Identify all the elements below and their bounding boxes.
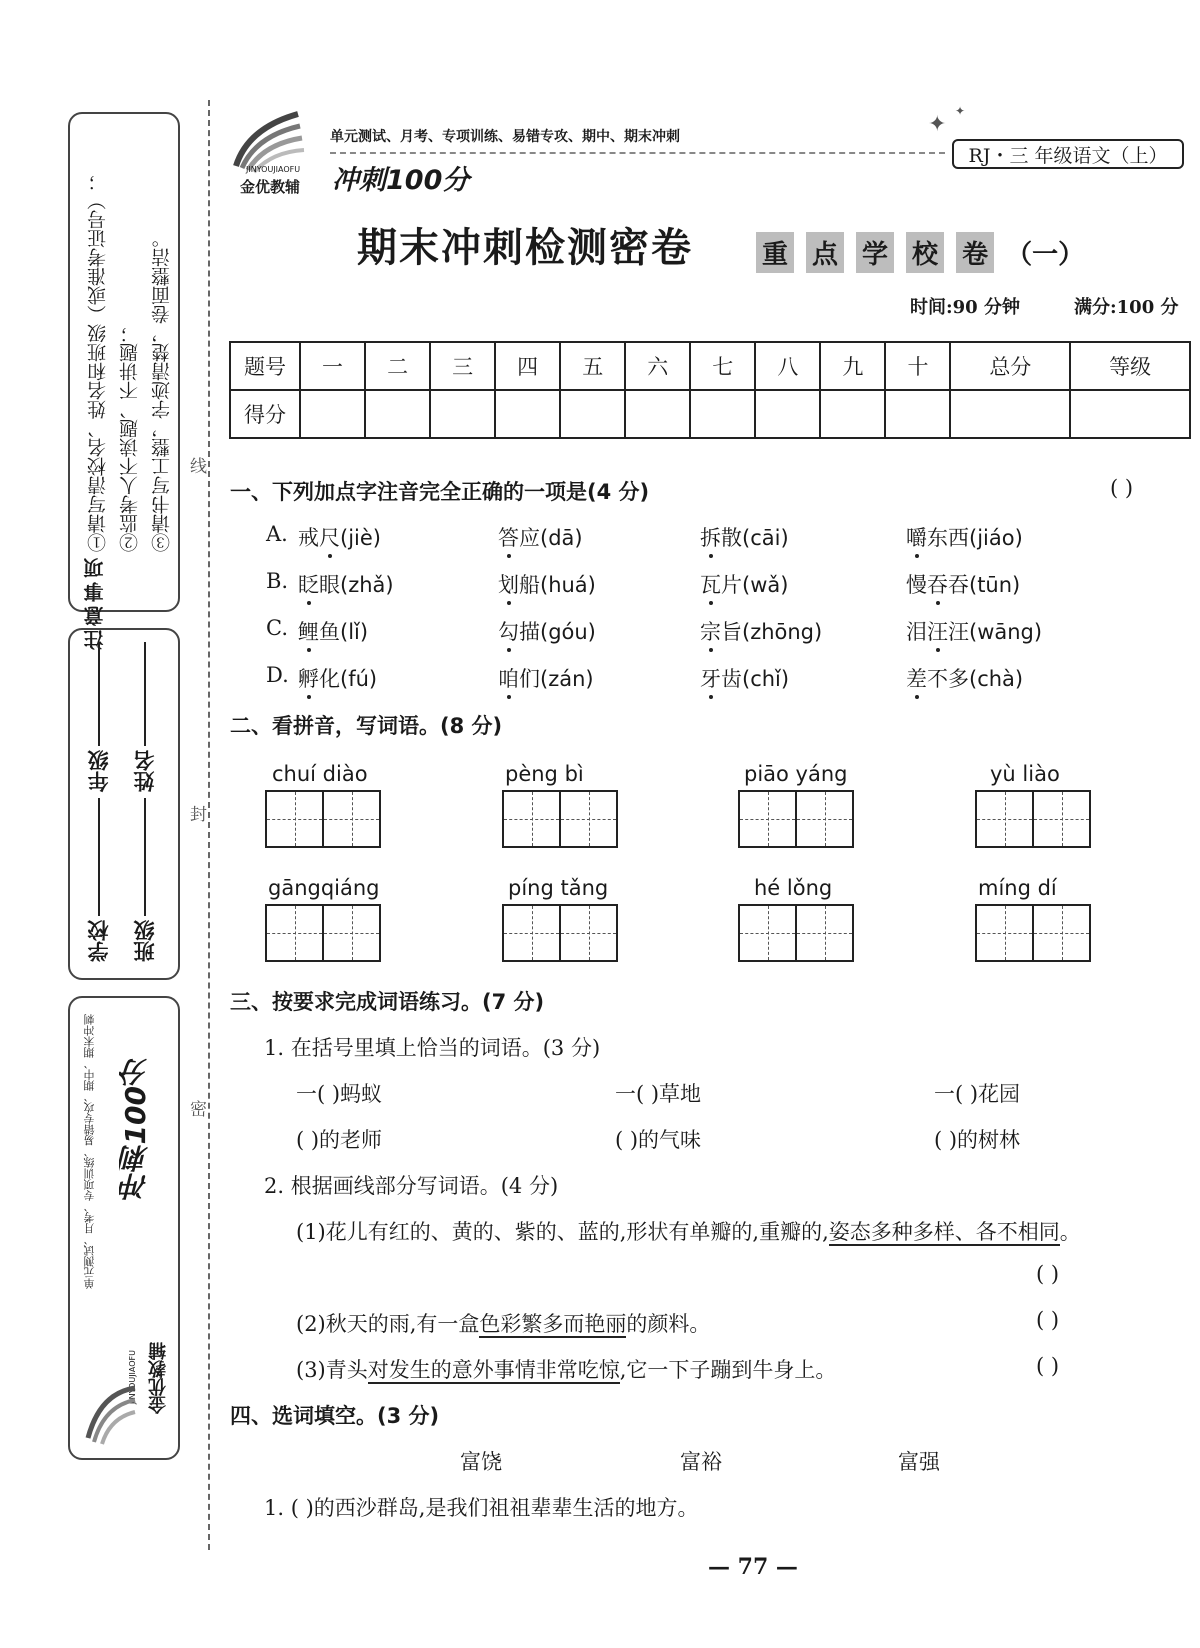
- grade-badge: RJ・三 年级语文（上）: [952, 139, 1184, 169]
- table-header: 一: [300, 342, 365, 390]
- score-cell[interactable]: [430, 390, 495, 438]
- sentence-text: (2)秋天的雨,有一盒: [296, 1312, 480, 1336]
- title-suffix: （一）: [1006, 240, 1085, 270]
- exam-title: 期末冲刺检测密卷: [357, 224, 693, 271]
- score-cell[interactable]: [950, 390, 1070, 438]
- fill-item[interactable]: 一( )草地: [615, 1082, 702, 1106]
- table-row: [230, 342, 1190, 390]
- sentence-text: 。: [1059, 1220, 1081, 1244]
- word-choice: 富裕: [680, 1450, 722, 1474]
- score-cell[interactable]: [560, 390, 625, 438]
- q2-title: 二、看拼音，写词语。(8 分): [230, 714, 503, 738]
- logo-pinyin: JINYOUJIAOFU: [246, 165, 301, 174]
- writing-grid[interactable]: [502, 904, 618, 962]
- table-header: 九: [820, 342, 885, 390]
- table-header: 总分: [950, 342, 1070, 390]
- writing-grid[interactable]: [738, 904, 854, 962]
- writing-grid[interactable]: [265, 904, 381, 962]
- side-brand-pinyin: JINYOUJIAOFU: [128, 1350, 137, 1405]
- option-word: 宗旨(zhōng): [700, 620, 823, 644]
- pinyin-label: yù liào: [990, 762, 1060, 786]
- option-word: 慢吞吞(tūn): [906, 573, 1021, 597]
- fill-item[interactable]: ( )的气味: [615, 1128, 702, 1152]
- header-dashed-line: [330, 152, 945, 154]
- q3-title: 三、按要求完成词语练习。(7 分): [230, 990, 545, 1014]
- notice-line-3: ③请书写工整，字迹清楚，卷面整洁。: [151, 229, 173, 552]
- side-book-logo-icon: [80, 1378, 140, 1450]
- school-tag: [756, 232, 1084, 273]
- option-word: 差不多(chà): [906, 667, 1024, 691]
- tag-char: 校: [906, 232, 944, 273]
- score-cell[interactable]: [1070, 390, 1190, 438]
- sentence-text: (3)青头: [296, 1358, 368, 1382]
- class-line[interactable]: [144, 798, 146, 916]
- pinyin-label: chuí diào: [272, 762, 368, 786]
- sparkle-small-icon: ✦: [955, 104, 966, 118]
- class-label: 班级: [132, 920, 157, 962]
- table-header: 三: [430, 342, 495, 390]
- option-letter[interactable]: C.: [266, 616, 288, 640]
- option-word: 咱们(zán): [498, 667, 594, 691]
- pinyin-label: piāo yáng: [744, 762, 848, 786]
- score-cell[interactable]: [690, 390, 755, 438]
- option-word: 勾描(góu): [498, 620, 596, 644]
- logo-name: 金优教辅: [240, 178, 301, 196]
- answer-bracket[interactable]: ( ): [1036, 1354, 1060, 1378]
- table-header: 八: [755, 342, 820, 390]
- option-letter[interactable]: B.: [266, 569, 289, 593]
- side-brand-name: 金优教辅: [148, 1342, 169, 1414]
- writing-grid[interactable]: [265, 790, 381, 848]
- tag-char: 学: [856, 232, 894, 273]
- table-header: 六: [625, 342, 690, 390]
- school-line[interactable]: [98, 798, 100, 916]
- side-brand-box: [68, 996, 180, 1460]
- option-word: 鲤鱼(lǐ): [298, 620, 369, 644]
- writing-grid[interactable]: [738, 790, 854, 848]
- underlined-phrase: 色彩繁多而艳丽: [479, 1312, 627, 1336]
- word-choice: 富饶: [460, 1450, 502, 1474]
- pinyin-label: míng dí: [978, 876, 1057, 900]
- table-header: 五: [560, 342, 625, 390]
- name-label: 姓名: [132, 750, 157, 792]
- score-table: [229, 341, 1191, 439]
- fill-item[interactable]: 一( )花园: [934, 1082, 1021, 1106]
- tag-char: 卷: [956, 232, 994, 273]
- score-cell[interactable]: [820, 390, 885, 438]
- table-header: 十: [885, 342, 950, 390]
- header-subtitle: 单元测试、月考、专项训练、易错专攻、期中、期末冲刺: [330, 129, 680, 145]
- score-cell[interactable]: [365, 390, 430, 438]
- sentence-text: (1)花儿有红的、黄的、紫的、蓝的,形状有单瓣的,重瓣的,: [296, 1220, 829, 1244]
- table-header: 题号: [230, 342, 300, 390]
- grade-line[interactable]: [98, 642, 100, 746]
- q4-sentence-1[interactable]: 1. ( )的西沙群岛,是我们祖祖辈辈生活的地方。: [264, 1496, 699, 1520]
- option-word: 孵化(fú): [298, 667, 378, 691]
- underlined-phrase: 对发生的意外事情非常吃惊: [367, 1358, 620, 1382]
- score-cell[interactable]: [885, 390, 950, 438]
- header-brand: 冲刺100分: [332, 165, 470, 196]
- notice-line-2: ②监考人不读题、不讲题；: [119, 324, 141, 552]
- answer-bracket[interactable]: ( ): [1036, 1308, 1060, 1332]
- option-word: 牙齿(chǐ): [700, 667, 790, 691]
- option-word: 泪汪汪(wāng): [906, 620, 1043, 644]
- sentence-text: 的颜料。: [626, 1312, 711, 1336]
- tag-char: 重: [756, 232, 794, 273]
- cut-mark-secret: 密: [190, 1100, 207, 1120]
- notice-box: [68, 112, 180, 650]
- table-row: [230, 390, 1190, 438]
- exam-full-score: 满分:100 分: [1074, 297, 1179, 318]
- side-brand-title: 冲刺100分: [119, 1058, 152, 1201]
- exam-time: 时间:90 分钟: [910, 297, 1020, 318]
- score-cell[interactable]: [755, 390, 820, 438]
- cut-mark-line: 线: [190, 457, 207, 477]
- q4-title: 四、选词填空。(3 分): [230, 1404, 440, 1428]
- q3-sub2: 2. 根据画线部分写词语。(4 分): [264, 1174, 559, 1198]
- name-line[interactable]: [144, 642, 146, 746]
- writing-grid[interactable]: [502, 790, 618, 848]
- option-word: 嚼东西(jiáo): [906, 526, 1023, 550]
- q1-title: 一、下列加点字注音完全正确的一项是(4 分): [230, 480, 650, 504]
- pinyin-label: gāngqiáng: [268, 876, 380, 900]
- grade-label: 年级: [86, 750, 111, 792]
- q3-sentence-3: [296, 1354, 836, 1384]
- notice-label: 注意事项: [83, 554, 107, 650]
- q3-sentence-1: [296, 1216, 1081, 1246]
- option-word: 划船(huá): [498, 573, 596, 597]
- q3-sentence-2: [296, 1308, 710, 1338]
- q3-sub1: 1. 在括号里填上恰当的词语。(3 分): [264, 1036, 601, 1060]
- score-cell[interactable]: [300, 390, 365, 438]
- score-cell[interactable]: [495, 390, 560, 438]
- page-number: — 77 —: [708, 1554, 798, 1580]
- table-header: 二: [365, 342, 430, 390]
- option-word: 答应(dā): [498, 526, 583, 550]
- option-word: 拆散(cāi): [700, 526, 789, 550]
- fill-item[interactable]: 一( )蚂蚁: [296, 1082, 383, 1106]
- school-label: 学校: [86, 920, 111, 962]
- pinyin-label: hé lǒng: [754, 876, 833, 900]
- pinyin-label: pèng bì: [505, 762, 584, 786]
- cut-mark-seal: 封: [190, 805, 207, 825]
- word-choice: 富强: [898, 1450, 940, 1474]
- student-info-box: [68, 628, 180, 980]
- writing-grid[interactable]: [975, 790, 1091, 848]
- q1-answer-bracket[interactable]: ( ): [1110, 476, 1134, 500]
- answer-bracket[interactable]: ( ): [1036, 1262, 1060, 1286]
- fill-item[interactable]: ( )的老师: [296, 1128, 383, 1152]
- option-word: 瓦片(wǎ): [700, 573, 789, 597]
- tag-char: 点: [806, 232, 844, 273]
- pinyin-label: píng tǎng: [508, 876, 609, 900]
- sparkle-icon: ✦: [928, 112, 947, 137]
- option-word: 戒尺(jiè): [298, 526, 381, 550]
- option-word: 眨眼(zhǎ): [298, 573, 394, 597]
- table-header: 七: [690, 342, 755, 390]
- option-letter[interactable]: A.: [266, 522, 288, 546]
- table-header: 等级: [1070, 342, 1190, 390]
- sentence-text: ,它一下子蹦到牛身上。: [619, 1358, 837, 1382]
- binding-dashed-line: [208, 100, 210, 1550]
- score-cell[interactable]: [625, 390, 690, 438]
- side-brand-subtitle: 单元测试、月考、专项训练、易错专攻、期中、期末冲刺: [83, 1014, 96, 1289]
- writing-grid[interactable]: [975, 904, 1091, 962]
- underlined-phrase: 姿态多种多样、各不相同: [828, 1220, 1060, 1244]
- notice-line-1: ①请写清校名、姓名和班级（或准考证号）；: [87, 172, 109, 552]
- option-letter[interactable]: D.: [266, 663, 289, 687]
- table-header: 四: [495, 342, 560, 390]
- row-label: 得分: [230, 390, 300, 438]
- fill-item[interactable]: ( )的树林: [934, 1128, 1021, 1152]
